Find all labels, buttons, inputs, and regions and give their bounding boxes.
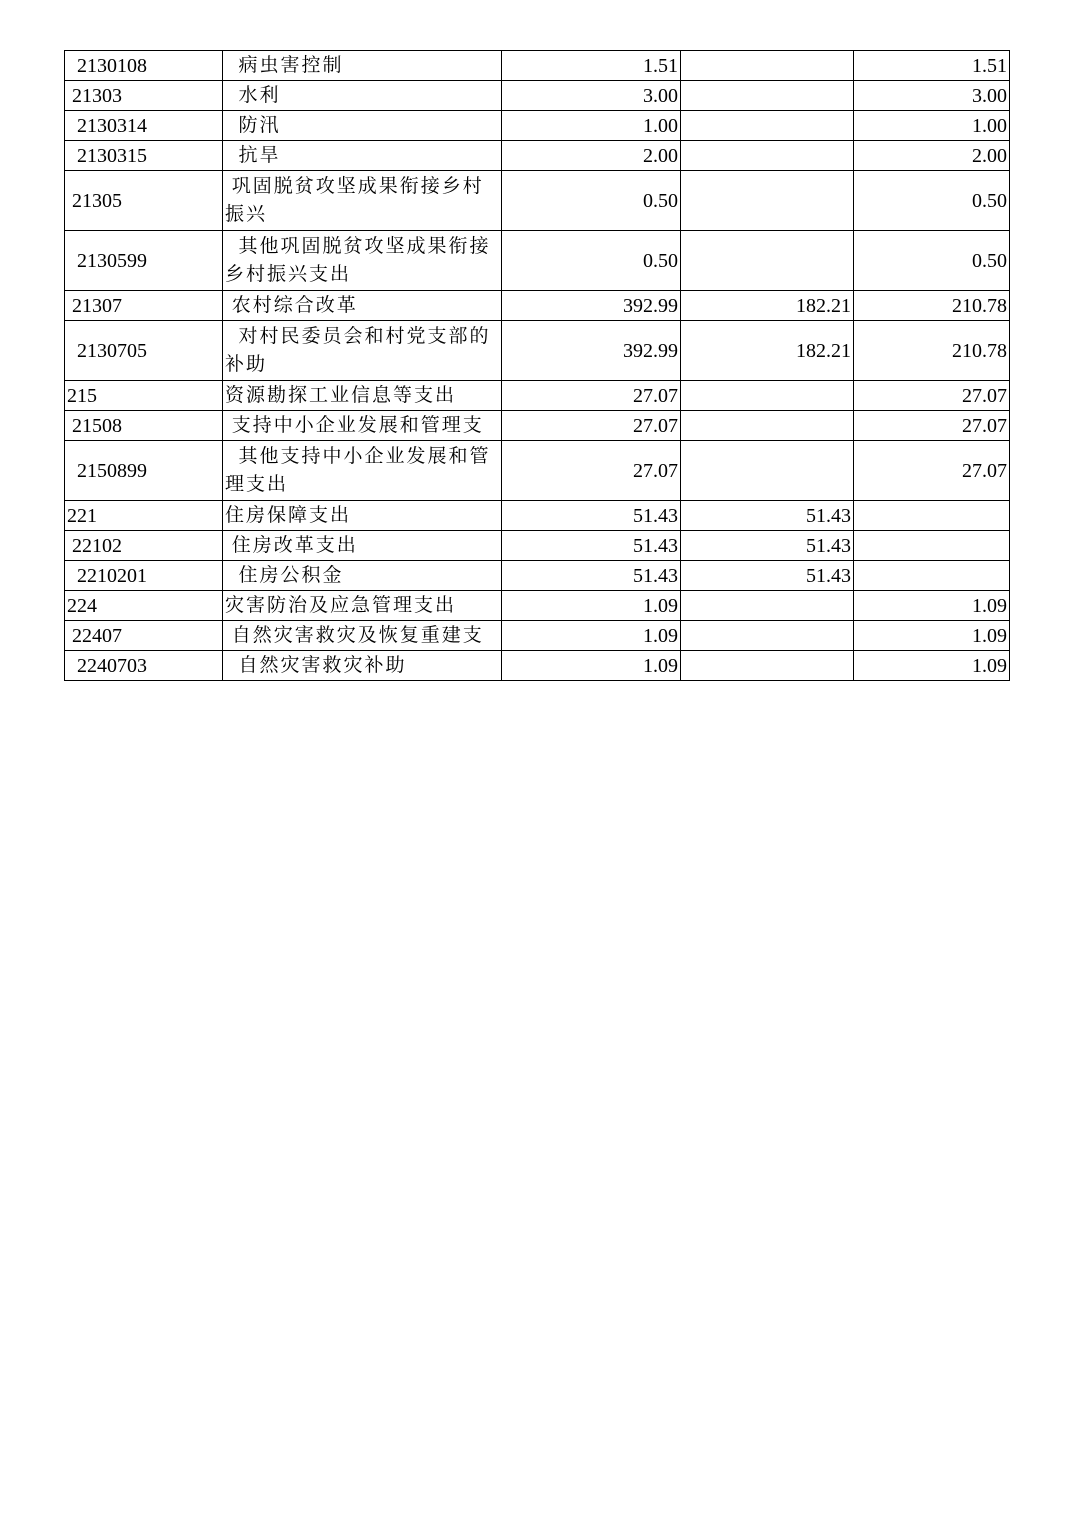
cell-project: 27.07 xyxy=(854,381,1010,411)
cell-total: 1.51 xyxy=(502,51,681,81)
table-row xyxy=(65,591,1010,621)
table-row xyxy=(65,561,1010,591)
cell-project: 1.00 xyxy=(854,111,1010,141)
cell-name: 支持中小企业发展和管理支 xyxy=(223,411,502,441)
cell-code: 22407 xyxy=(65,621,223,651)
cell-code: 2130315 xyxy=(65,141,223,171)
cell-name: 自然灾害救灾补助 xyxy=(223,651,502,681)
cell-project: 27.07 xyxy=(854,411,1010,441)
cell-code: 224 xyxy=(65,591,223,621)
cell-basic xyxy=(681,141,854,171)
cell-basic: 51.43 xyxy=(681,501,854,531)
cell-code: 2210201 xyxy=(65,561,223,591)
cell-project: 210.78 xyxy=(854,291,1010,321)
cell-total: 392.99 xyxy=(502,321,681,381)
cell-total: 1.09 xyxy=(502,621,681,651)
cell-name: 其他支持中小企业发展和管理支出 xyxy=(223,441,502,501)
cell-project: 1.09 xyxy=(854,621,1010,651)
cell-code: 215 xyxy=(65,381,223,411)
cell-project: 1.51 xyxy=(854,51,1010,81)
cell-project xyxy=(854,501,1010,531)
table-row xyxy=(65,441,1010,501)
cell-code: 21307 xyxy=(65,291,223,321)
cell-name: 抗旱 xyxy=(223,141,502,171)
cell-total: 0.50 xyxy=(502,231,681,291)
cell-project xyxy=(854,561,1010,591)
table-row xyxy=(65,111,1010,141)
table-row xyxy=(65,231,1010,291)
cell-name: 自然灾害救灾及恢复重建支 xyxy=(223,621,502,651)
cell-name: 灾害防治及应急管理支出 xyxy=(223,591,502,621)
cell-project xyxy=(854,531,1010,561)
cell-total: 51.43 xyxy=(502,531,681,561)
cell-basic: 182.21 xyxy=(681,321,854,381)
cell-basic: 51.43 xyxy=(681,531,854,561)
cell-code: 2240703 xyxy=(65,651,223,681)
table-row xyxy=(65,141,1010,171)
cell-basic xyxy=(681,441,854,501)
table-row xyxy=(65,501,1010,531)
cell-total: 0.50 xyxy=(502,171,681,231)
cell-code: 2130314 xyxy=(65,111,223,141)
cell-name: 住房保障支出 xyxy=(223,501,502,531)
table-row xyxy=(65,291,1010,321)
cell-code: 21303 xyxy=(65,81,223,111)
cell-name: 水利 xyxy=(223,81,502,111)
cell-name: 农村综合改革 xyxy=(223,291,502,321)
cell-name: 病虫害控制 xyxy=(223,51,502,81)
table-row xyxy=(65,531,1010,561)
cell-code: 2130705 xyxy=(65,321,223,381)
cell-name: 巩固脱贫攻坚成果衔接乡村振兴 xyxy=(223,171,502,231)
cell-total: 1.09 xyxy=(502,651,681,681)
cell-project: 1.09 xyxy=(854,651,1010,681)
table-row xyxy=(65,321,1010,381)
cell-total: 1.09 xyxy=(502,591,681,621)
cell-basic xyxy=(681,651,854,681)
table-row xyxy=(65,411,1010,441)
cell-basic xyxy=(681,381,854,411)
cell-code: 2130108 xyxy=(65,51,223,81)
cell-name: 对村民委员会和村党支部的补助 xyxy=(223,321,502,381)
cell-code: 2150899 xyxy=(65,441,223,501)
cell-project: 210.78 xyxy=(854,321,1010,381)
table-row xyxy=(65,171,1010,231)
cell-project: 27.07 xyxy=(854,441,1010,501)
cell-project: 3.00 xyxy=(854,81,1010,111)
cell-total: 27.07 xyxy=(502,381,681,411)
cell-total: 27.07 xyxy=(502,411,681,441)
cell-total: 3.00 xyxy=(502,81,681,111)
cell-basic xyxy=(681,51,854,81)
cell-basic xyxy=(681,591,854,621)
cell-name: 其他巩固脱贫攻坚成果衔接乡村振兴支出 xyxy=(223,231,502,291)
cell-name: 资源勘探工业信息等支出 xyxy=(223,381,502,411)
table-row xyxy=(65,381,1010,411)
cell-basic xyxy=(681,171,854,231)
table-row xyxy=(65,81,1010,111)
cell-project: 1.09 xyxy=(854,591,1010,621)
cell-total: 51.43 xyxy=(502,561,681,591)
cell-code: 21508 xyxy=(65,411,223,441)
cell-code: 21305 xyxy=(65,171,223,231)
table-row xyxy=(65,621,1010,651)
cell-basic xyxy=(681,621,854,651)
cell-basic xyxy=(681,231,854,291)
cell-code: 22102 xyxy=(65,531,223,561)
cell-basic: 51.43 xyxy=(681,561,854,591)
cell-name: 防汛 xyxy=(223,111,502,141)
cell-code: 221 xyxy=(65,501,223,531)
cell-project: 2.00 xyxy=(854,141,1010,171)
cell-name: 住房改革支出 xyxy=(223,531,502,561)
table-row xyxy=(65,651,1010,681)
cell-total: 2.00 xyxy=(502,141,681,171)
cell-total: 27.07 xyxy=(502,441,681,501)
cell-basic xyxy=(681,111,854,141)
cell-total: 51.43 xyxy=(502,501,681,531)
cell-name: 住房公积金 xyxy=(223,561,502,591)
table-row xyxy=(65,51,1010,81)
cell-project: 0.50 xyxy=(854,231,1010,291)
cell-basic: 182.21 xyxy=(681,291,854,321)
cell-code: 2130599 xyxy=(65,231,223,291)
cell-basic xyxy=(681,81,854,111)
budget-table xyxy=(64,50,1010,681)
cell-basic xyxy=(681,411,854,441)
cell-project: 0.50 xyxy=(854,171,1010,231)
cell-total: 392.99 xyxy=(502,291,681,321)
cell-total: 1.00 xyxy=(502,111,681,141)
budget-table-body xyxy=(65,51,1010,681)
